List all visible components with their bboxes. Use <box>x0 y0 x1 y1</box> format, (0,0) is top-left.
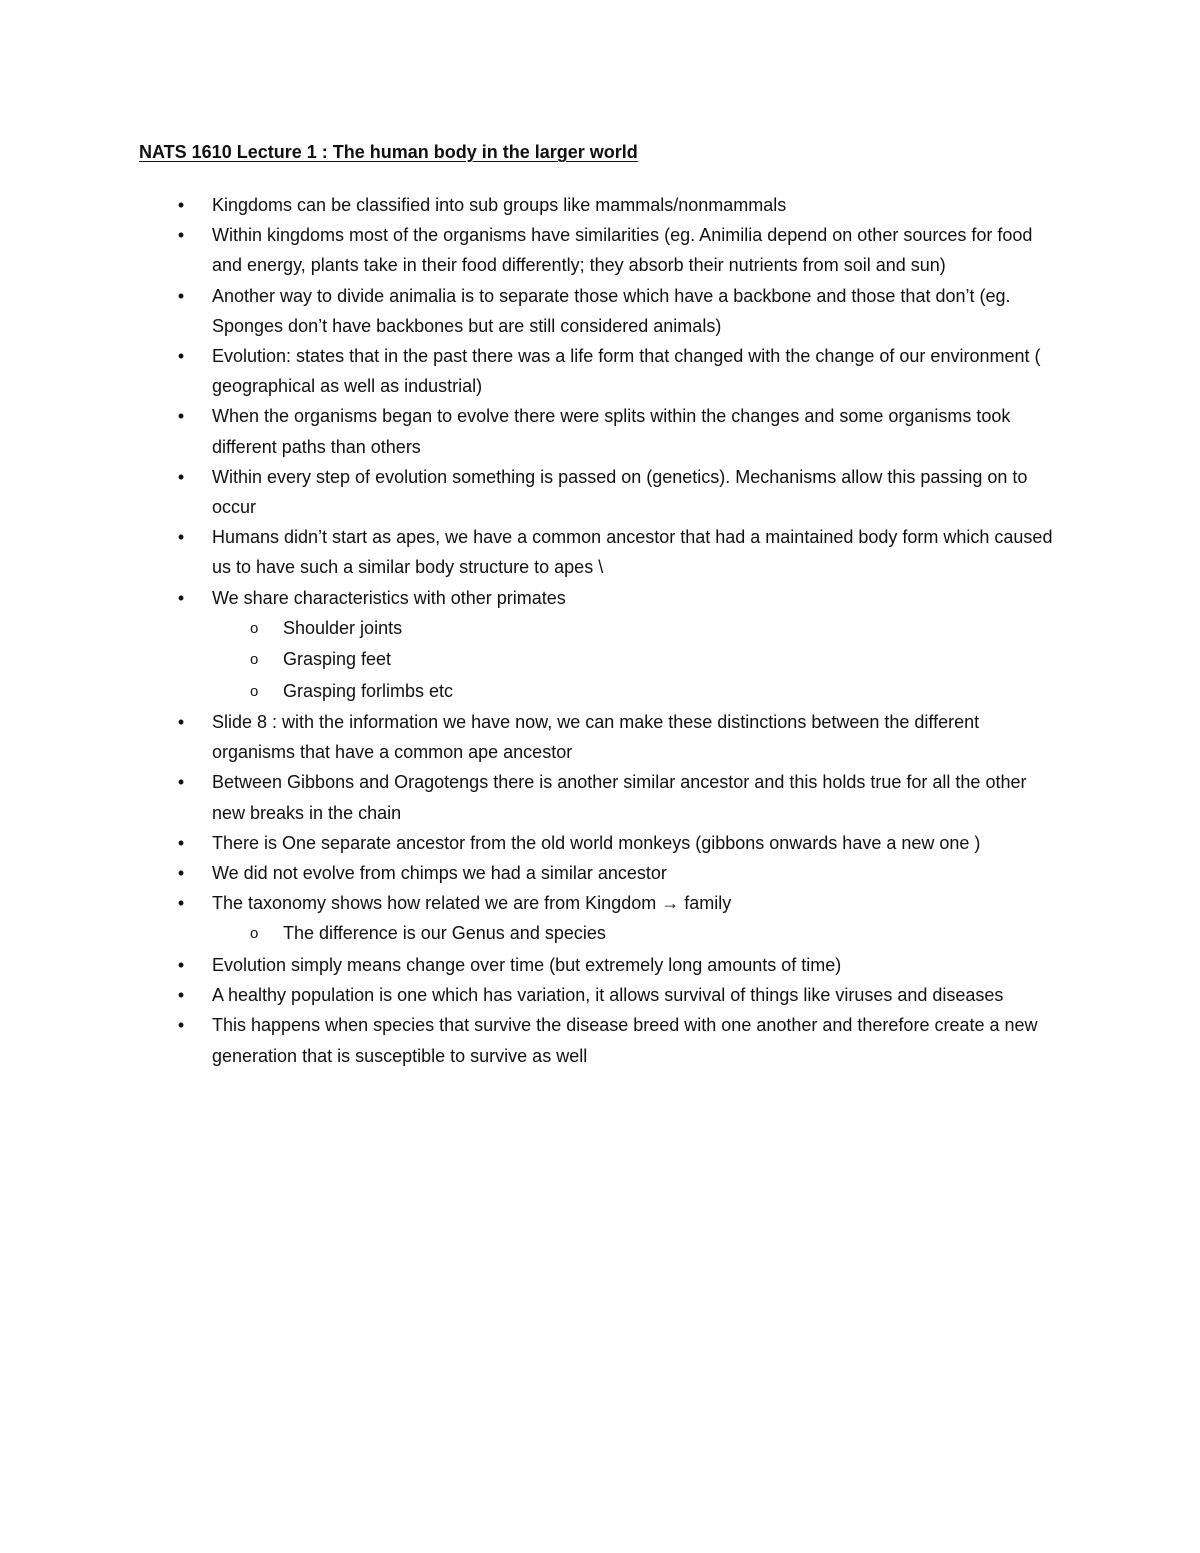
list-item-text: We did not evolve from chimps we had a similar ancestor <box>212 863 667 884</box>
list-item <box>0 583 1060 707</box>
list-item-text: Within kingdoms most of the organisms have similarities (eg. Animilia depend on other sources for food and energy, plants take in their food differently; they absorb their nutrients from soil and sun) <box>212 225 1033 276</box>
bullet-marker: • <box>177 587 185 608</box>
sub-list-item-text: Shoulder joints <box>283 617 403 638</box>
list-item <box>0 401 1060 461</box>
list-item-text: Between Gibbons and Oragotengs there is another similar ancestor and this holds true for all the other new breaks in the chain <box>212 772 1027 823</box>
list-item-text: Evolution: states that in the past there was a life form that changed with the change of our environment ( geographical as well as industrial) <box>212 346 1041 397</box>
list-item <box>0 828 1060 858</box>
sub-bullet-marker: o <box>250 619 259 637</box>
sub-bullet-marker: o <box>250 682 259 700</box>
bullet-marker: • <box>177 285 185 306</box>
bullet-list <box>0 190 1200 1071</box>
list-item <box>0 1010 1060 1070</box>
bullet-marker: • <box>177 346 185 367</box>
list-item <box>0 980 1060 1010</box>
list-item-text: Another way to divide animalia is to separate those which have a backbone and those that don’t (eg. Sponges don’t have backbones but are still considered animals) <box>212 285 1011 336</box>
bullet-marker: • <box>177 954 185 975</box>
list-item <box>0 281 1060 341</box>
sub-list <box>212 613 1060 707</box>
list-item-text: A healthy population is one which has variation, it allows survival of things like viruses and diseases <box>212 985 1004 1006</box>
list-item <box>0 888 1060 950</box>
list-item-text: Humans didn’t start as apes, we have a common ancestor that had a maintained body form which caused us to have such a similar body structure to apes \ <box>212 527 1053 578</box>
sub-list-item-text: The difference is our Genus and species <box>283 923 606 944</box>
list-item <box>0 341 1060 401</box>
bullet-marker: • <box>177 466 185 487</box>
list-item-text: There is One separate ancestor from the old world monkeys (gibbons onwards have a new one ) <box>212 832 981 853</box>
bullet-marker: • <box>177 712 185 733</box>
list-item-text: We share characteristics with other primates <box>212 587 566 608</box>
sub-list <box>212 918 1060 949</box>
bullet-marker: • <box>177 406 185 427</box>
bullet-marker: • <box>177 863 185 884</box>
bullet-marker: • <box>177 1015 185 1036</box>
list-item-text: When the organisms began to evolve there were splits within the changes and some organisms took different paths than others <box>212 406 1011 457</box>
bullet-marker: • <box>177 985 185 1006</box>
list-item <box>0 522 1060 582</box>
list-item <box>0 462 1060 522</box>
list-item-text: Within every step of evolution something is passed on (genetics). Mechanisms allow this passing on to occur <box>212 466 1028 518</box>
list-item <box>0 707 1060 767</box>
list-item <box>0 220 1060 280</box>
sub-list-item-text: Grasping forlimbs etc <box>283 680 454 701</box>
list-item-text: This happens when species that survive the disease breed with one another and therefore create a new generation that is susceptible to survive as well <box>212 1015 1038 1066</box>
sub-bullet-marker: o <box>250 651 259 669</box>
sub-bullet-marker: o <box>250 925 259 943</box>
list-item-text: Kingdoms can be classified into sub groups like mammals/nonmammals <box>212 195 787 215</box>
list-item-text: The taxonomy shows how related we are from Kingdom → family <box>212 893 732 914</box>
sub-list-item <box>212 613 1060 644</box>
page-title: NATS 1610 Lecture 1 : The human body in the larger world <box>139 142 638 162</box>
bullet-marker: • <box>177 832 185 853</box>
bullet-marker: • <box>177 527 185 548</box>
bullet-marker: • <box>177 893 185 914</box>
list-item-text: Slide 8 : with the information we have now, we can make these distinctions between the different organisms that have a common ape ancestor <box>212 712 980 763</box>
list-item <box>0 858 1060 888</box>
sub-list-item-text: Grasping feet <box>283 649 392 670</box>
bullet-marker: • <box>177 195 185 215</box>
sub-list-item <box>212 644 1060 675</box>
sub-list-item <box>212 918 1060 949</box>
sub-list-item <box>212 676 1060 707</box>
list-item <box>0 950 1060 980</box>
list-item-text: Evolution simply means change over time (but extremely long amounts of time) <box>212 954 842 975</box>
bullet-marker: • <box>177 772 185 793</box>
list-item <box>0 190 1060 220</box>
bullet-marker: • <box>177 225 185 246</box>
list-item <box>0 767 1060 827</box>
